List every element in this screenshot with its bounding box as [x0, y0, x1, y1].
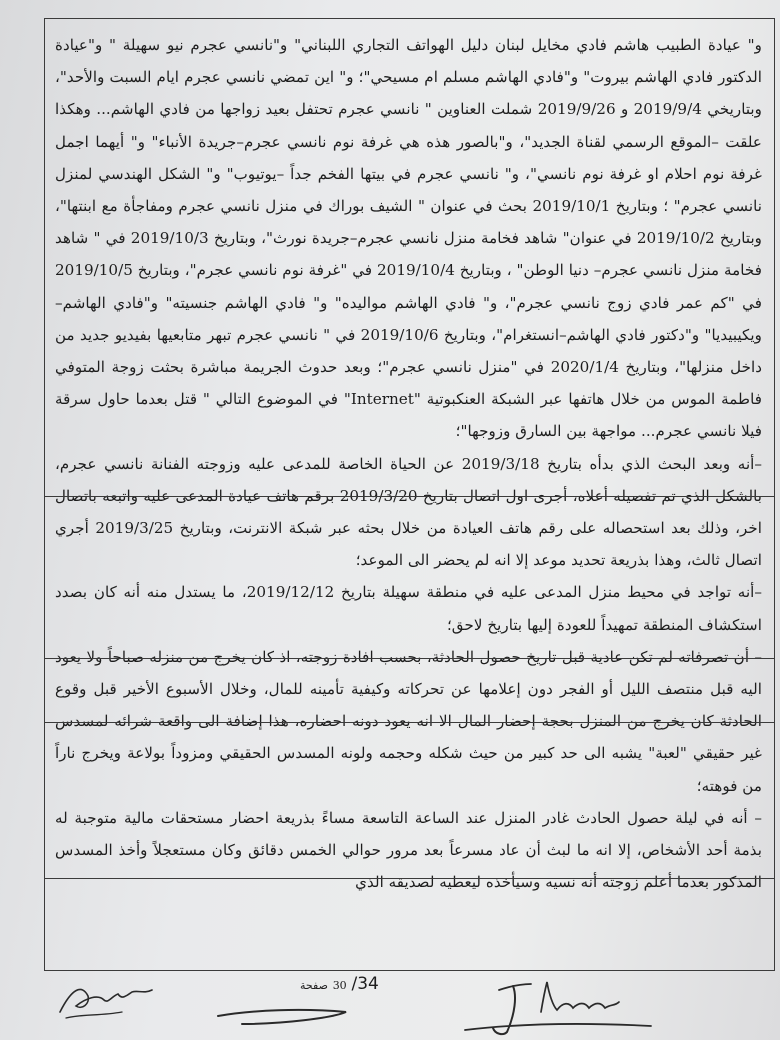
paragraph-divider [44, 496, 775, 497]
paragraph-behaviour: – أن تصرفاته لم تكن عادية قبل تاريخ حصول الحادثة، بحسب افادة زوجته، اذ كان يخرج من منزله صباحاً ولا يعود اليه قبل منتصف الليل أو الفجر دون إعلامها عن تحركاته وكيفية تأمينه للمال، وخلال الأسبوع الأخير قبل وقوع الحادثة كان يخرج من المنزل بحجة إحضار المال الا انه يعود دونه احضاره، هذا إضافة الى واقعة شرائه لمسدس غير حقيقي "لعبة" يشبه الى حد كبير من حيث شكله وحجمه ولونه المسدس الحقيقي ومزوداً بولاعة ويخرج ناراً من فوهته؛ [55, 647, 762, 795]
page-number-printed: 30 [332, 979, 347, 992]
page-number-handwritten: 34/ [351, 974, 379, 994]
paragraph-presence-near-house: –أنه تواجد في محيط منزل المدعى عليه في منطقة سهيلة بتاريخ 2019/12/12، ما يستدل منه أنه كان بصدد استكشاف المنطقة تمهيداً للعودة إليها بتاريخ لاحق؛ [55, 583, 762, 634]
signature-left [52, 974, 162, 1030]
paragraph-night-of-incident: – أنه في ليلة حصول الحادث غادر المنزل عند الساعة التاسعة مساءً بذريعة احضار مستحقات مالية متوجبة له بذمة أحد الأشخاص، إلا انه ما لبث أن عاد مسرعاً بعد مرور حوالي الخمس دقائق وكان مستعجلاً وأخذ المسدس المذكور بعدما أعلم زوجته أنه نسيه وسيأخذه ليعطيه لصديقه الذي [55, 808, 762, 892]
document-body [45, 19, 774, 898]
signature-middle [212, 994, 352, 1034]
page-number [300, 974, 379, 994]
signature-right [455, 972, 655, 1040]
page-footer [0, 972, 780, 1040]
paragraph-phone-calls: –أنه وبعد البحث الذي بدأه بتاريخ 2019/3/18 عن الحياة الخاصة للمدعى عليه وزوجته الفنانة نانسي عجرم، بالشكل الذي تم تفصيله أعلاه، أجرى اول اتصال بتاريخ 2019/3/20 برقم هاتف عيادة المدعى عليه واتبعه باتصال اخر، وذلك بعد استحصاله على رقم هاتف العيادة من خلال بحثه عبر شبكة الانترنت، وبتاريخ 2019/3/25 أجري اتصال ثالث، وهذا بذريعة تحديد موعد إلا انه لم يحضر الى الموعد؛ [55, 454, 762, 570]
page-label: صفحة [300, 979, 328, 992]
paragraph-divider [44, 658, 775, 659]
paragraph-divider [44, 878, 775, 879]
paragraph-search-history: و" عيادة الطبيب هاشم فادي مخايل لبنان دليل الهواتف التجاري اللبناني" و"نانسي عجرم نيو سهيلة " و"عيادة الدكتور فادي الهاشم بيروت" و"فادي الهاشم مسلم ام مسيحي"؛ و" اين تمضي نانسي عجرم ايام السبت والأحد"، وبتاريخي 2019/9/4 و 2019/9/26 شملت العناوين " نانسي عجرم تحتفل بعيد زواجها من فادي الهاشم... وهكذا علقت –الموقع الرسمي لقناة الجديد"، و"بالصور هذه هي غرفة نوم نانسي عجرم–جريدة الأنباء" و" أيهما اجمل غرفة نوم احلام او غرفة نوم نانسي"، و" نانسي عجرم في بيتها الفخم جداً –يوتيوب" و" الشكل الهندسي لمنزل نانسي عجرم" ؛ وبتاريخ 2019/10/1 بحث في عنوان " الشيف بوراك في منزل نانسي عجرم ومفاجأة مع ابنتها"، وبتاريخ 2019/10/2 في عنوان" شاهد فخامة منزل نانسي عجرم–جريدة نورث"، وبتاريخ 2019/10/3 في " شاهد فخامة منزل نانسي عجرم– دنيا الوطن" ، وبتاريخ 2019/10/4 في "غرفة نوم نانسي عجرم"، وبتاريخ 2019/10/5 في "كم عمر فادي زوج نانسي عجرم"، و" فادي الهاشم مواليده" و" فادي الهاشم جنسيته" و"فادي الهاشم– ويكيبيديا" و"دكتور فادي الهاشم–انستغرام"، وبتاريخ 2019/10/6 في " نانسي عجرم تبهر متابعيها بفيديو جديد من داخل منزلها"، وبتاريخ 2020/1/4 في "منزل نانسي عجرم"؛ وبعد حدوث الجريمة مباشرة بحثت زوجة المتوفي فاطمة الموس من خلال هاتفها عبر الشبكة العنكبوتية "Internet" في الموضوع التالي " قتل بعدما حاول سرقة فيلا نانسي عجرم... مواجهة بين السارق وزوجها"؛ [55, 36, 763, 441]
text-frame [44, 18, 775, 971]
paragraph-divider [44, 722, 775, 723]
